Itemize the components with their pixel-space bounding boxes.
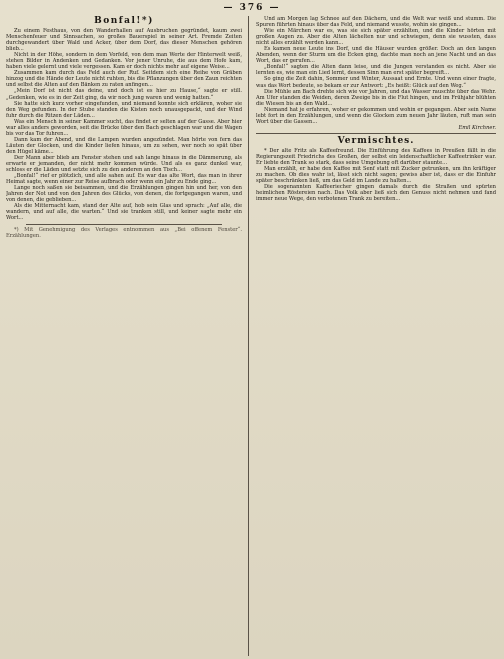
page-number: — 376 —	[223, 3, 281, 13]
story-title: Bonfal!*)	[94, 16, 154, 26]
paragraph: „Mein Dorf ist nicht das deine, und doch ist es hier zu Hause,“ sagte er still. „Gedenken, wie es in der Zeit ging, da wir noch jung waren und wenig hatten.“	[6, 88, 242, 101]
paragraph: Lange noch saßen sie beisammen, und die Erzählungen gingen hin und her, von den Jahren der Not und von den Jahren des Glücks, von denen, die fortgegangen waren, und von denen, die geblieben...	[6, 185, 242, 204]
paragraph: Es kamen neue Leute ins Dorf, und die Häuser wurden größer. Doch an den langen Abenden, wenn der Sturm um die Ecken ging, dachte man noch an jene Nacht und an das Wort, das er gerufen...	[256, 46, 496, 65]
paragraph: Man erzählt, er habe den Kaffee mit Senf statt mit Zucker getrunken, um ihn kräftiger zu machen. Ob dies wahr ist, lässt sich nicht sagen; gewiss aber ist, dass er die Einfuhr später beschränken ließ, um das Geld im Lande zu halten...	[256, 166, 496, 185]
story-continuation	[256, 16, 496, 125]
paragraph: Die sogenannten Kaffeeriecher gingen damals durch die Straßen und spürten heimlichen Röstereien nach. Das Volk aber ließ sich den Genuss nicht nehmen und fand immer neue Wege, den verbotenen Trank zu bereiten...	[256, 184, 496, 203]
paragraph: Als die Mitternacht kam, stand der Alte auf, hob sein Glas und sprach: „Auf alle, die wandern, und auf alle, die warten.“ Und sie tranken still, und keiner sagte mehr ein Wort...	[6, 203, 242, 222]
right-column	[256, 16, 496, 656]
paragraph: Was ein Mensch in seiner Kammer sucht, das findet er selten auf der Gasse. Aber hier war alles anders geworden, seit die Brücke über den Bach geschlagen war und die Wagen bis vor das Tor fuhren...	[6, 118, 242, 137]
paragraph: Und am Morgen lag Schnee auf den Dächern, und die Welt war weiß und stumm. Die Spuren führten hinaus über das Feld, und niemand wusste, wohin sie gingen...	[256, 16, 496, 29]
paragraph: „Bonfal!“ rief er plötzlich, und alle sahen auf. Es war das alte Wort, das man in ihrer Heimat sagte, wenn einer zur Reise aufbrach oder wenn ein Jahr zu Ende ging...	[6, 173, 242, 186]
paragraph: So ging die Zeit dahin, Sommer und Winter, Aussaat und Ernte. Und wenn einer fragte, was das Wort bedeute, so bekam er zur Antwort: „Es heißt: Glück auf den Weg.“	[256, 76, 496, 89]
paragraph: Der Mann aber blieb am Fenster stehen und sah lange hinaus in die Dämmerung, als erwarte er jemanden, der nicht mehr kommen würde. Und als es ganz dunkel war, schloss er die Läden und setzte sich zu den anderen an den Tisch...	[6, 154, 242, 174]
paragraph: Wie ein Märchen war es, was sie sich später erzählten, und die Kinder hörten mit großen Augen zu. Aber die Alten lächelten nur und schwiegen, denn sie wussten, dass nicht alles erzählt werden kann...	[256, 28, 496, 47]
section-body	[256, 148, 496, 202]
paragraph: Dann kam der Abend, und die Lampen wurden angezündet. Man hörte von fern das Läuten der Glocken, und die Kinder liefen hinaus, um zu sehen, wer noch so spät über den Hügel käme...	[6, 136, 242, 155]
paragraph: Die Mühle am Bach drehte sich wie vor Jahren, und das Wasser rauschte über das Wehr. Am Ufer standen die Weiden, deren Zweige bis in die Flut hingen, und im Frühjahr blühten die Wiesen bis an den Wald...	[256, 88, 496, 107]
section-title: Vermischtes.	[256, 133, 496, 147]
footnote-divider	[26, 224, 222, 225]
story-signature: Emil Kirchner.	[458, 124, 496, 131]
footnote: *) Mit Genehmigung des Verlages entnommen aus „Bei offenem Fenster“. Erzählungen.	[6, 226, 242, 239]
paragraph: „Bonfal!“ sagten die Alten dann leise, und die Jungen verstanden es nicht. Aber sie lernten es, wie man ein Lied lernt, dessen Sinn man erst später begreift...	[256, 64, 496, 77]
page-header	[0, 0, 504, 16]
paragraph: Zu einem Festhaus, von den Wanderhallen auf Ausbruchen gegründet, kaum zwei Menschenfeuer und Sinnsachen, so großes Bauerspiel in seiner Art. Fremde Zeiten durchgewandert über Wald und Acker, über dem Dorf, das dieser Menschen gehören blieb...	[6, 28, 242, 53]
left-column	[6, 16, 242, 656]
paragraph: Sie hatte sich kurz vorher eingefunden, und niemand konnte sich erklären, woher sie den Weg gefunden. In der Stube standen die Kisten noch unausgepackt, und der Wind fuhr durch die Ritzen der Läden...	[6, 100, 242, 119]
column-rule	[248, 16, 249, 656]
story-body	[6, 28, 242, 222]
paragraph: Nicht in der Höhe, sondern in dem Vorfeld, von dem man Werte der Hinterwelt weiß, stehen Bilder in Andenken und Gedanken. Vor jener Unruhe, die aus dem Hofe kam, haben viele gelernt und viele vergessen. Kam er doch nichts mehr auf eigene Weise...	[6, 52, 242, 71]
paragraph: * Der alte Fritz als Kaffeefreund. Die Einführung des Kaffees in Preußen fällt in die Regierungszeit Friedrichs des Großen, der selbst ein leidenschaftlicher Kaffeetrinker war. Er liebte den Trank so stark, dass seine Umgebung oft darüber staunte...	[256, 147, 496, 166]
paragraph: Niemand hat je erfahren, woher er gekommen und wohin er gegangen. Aber sein Name lebt fort in den Erzählungen, und wenn die Glocken zum neuen Jahr läuten, ruft man sein Wort über die Gassen...	[256, 106, 496, 125]
paragraph: Zusammen kam durch das Feld auch der Ruf. Seitdem sich eine Reihe von Gräben hinzog und die Hände der Leute nicht ruhten, bis die Pflanzungen über den Zaun reichten und selbst die Alten auf den Bänken zu raten anfingen...	[6, 70, 242, 89]
